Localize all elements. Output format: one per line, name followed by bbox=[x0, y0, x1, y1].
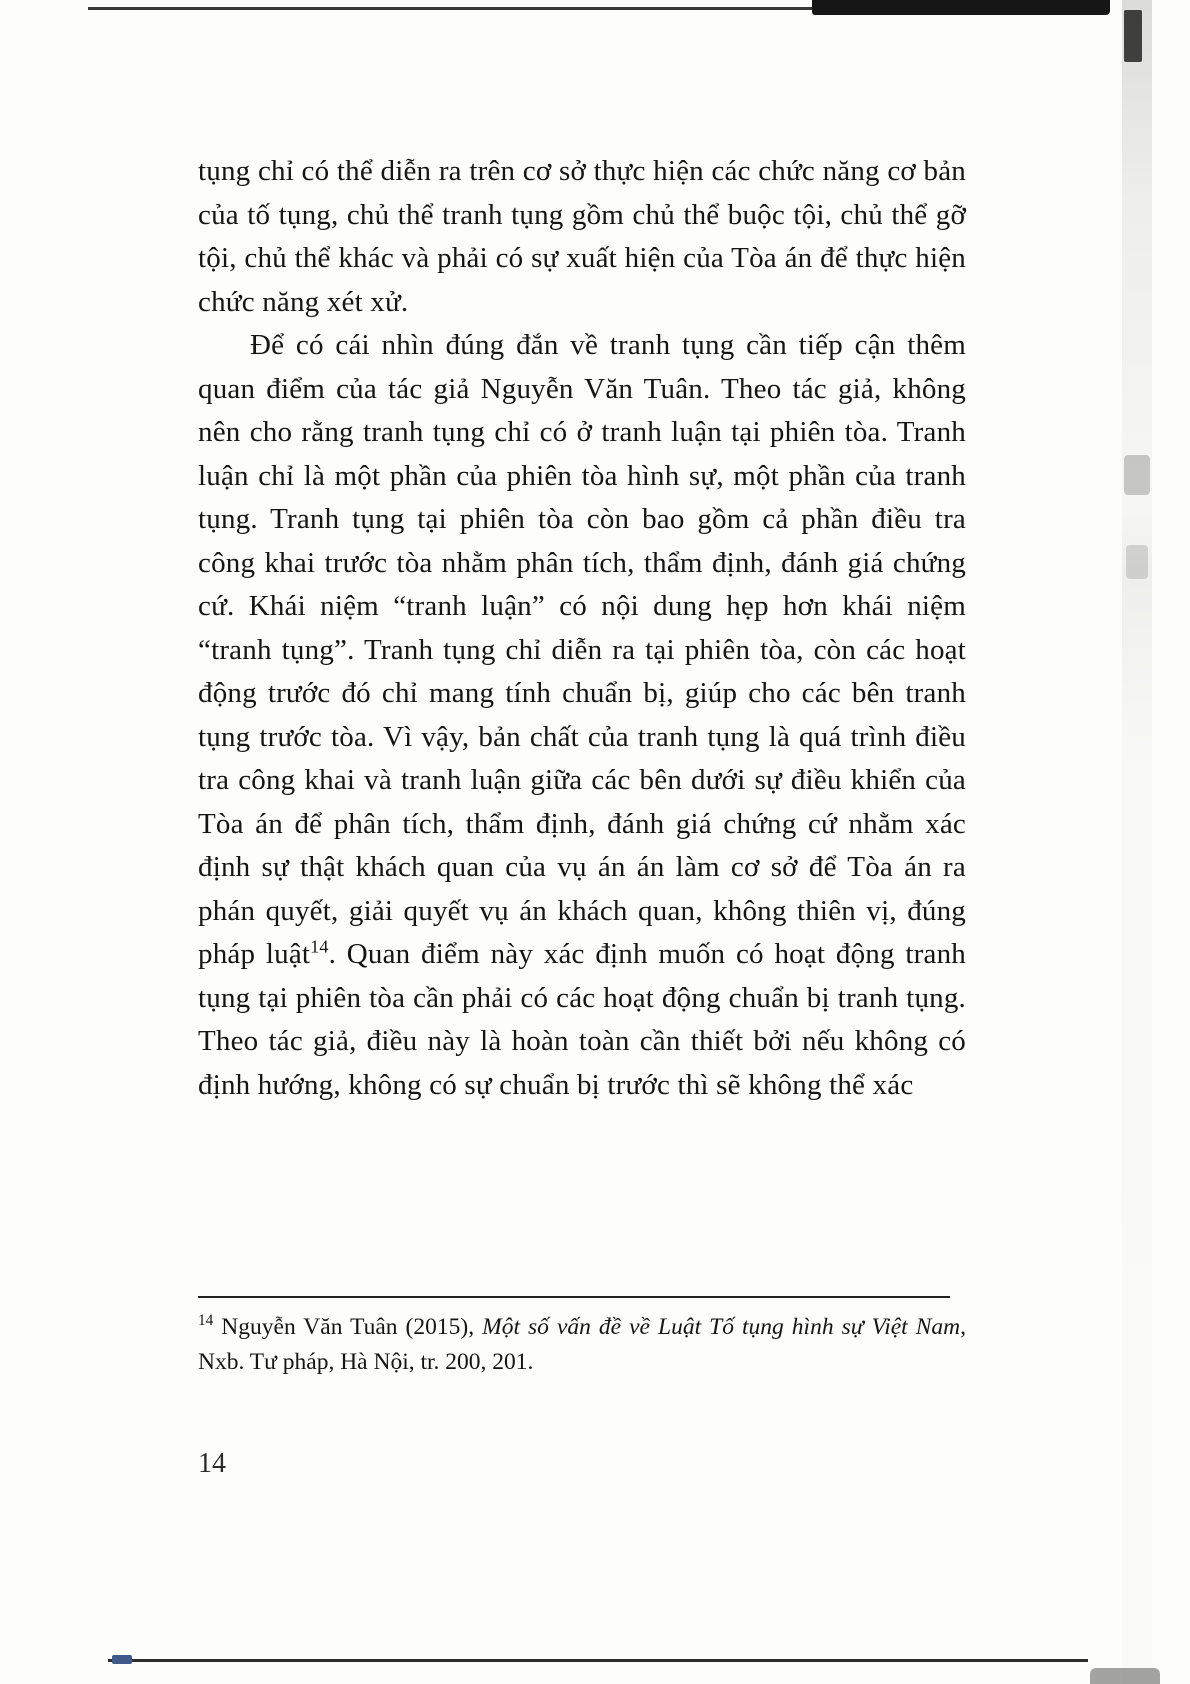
paragraph-main bbox=[198, 324, 966, 1107]
scan-artifact-bottom-right-blob bbox=[1090, 1668, 1160, 1684]
scan-artifact-bottom-left-mark bbox=[112, 1655, 132, 1664]
scan-artifact-right-shadow bbox=[1122, 0, 1152, 1684]
scan-artifact-smudge bbox=[1126, 545, 1148, 579]
paragraph-continuation bbox=[198, 150, 966, 324]
footnote-book-title: Một số vấn đề về Luật Tố tụng hình sự Việt Nam bbox=[482, 1314, 961, 1340]
scan-artifact-top-right-blob bbox=[812, 0, 1110, 15]
footnote-marker: 14 bbox=[198, 1312, 214, 1330]
scan-artifact-smudge bbox=[1124, 455, 1150, 495]
paragraph-text: tụng chỉ có thể diễn ra trên cơ sở thực hiện các chức năng cơ bản của tố tụng, chủ thể tranh tụng gồm chủ thể buộc tội, chủ thể gỡ tội, chủ thể khác và phải có sự xuất hiện của Tòa án để thực hiện chức năng xét xử. bbox=[198, 155, 966, 318]
page-number: 14 bbox=[198, 1448, 226, 1479]
body-text bbox=[198, 150, 966, 1107]
footnote-reference: 14 bbox=[310, 936, 329, 957]
footnote-divider bbox=[198, 1296, 950, 1298]
scan-artifact-bottom-line bbox=[108, 1659, 1088, 1662]
footnote-text: , Nxb. Tư pháp, Hà Nội, tr. 200, 201. bbox=[198, 1314, 966, 1375]
footnote bbox=[198, 1296, 966, 1380]
footnote-body bbox=[198, 1314, 966, 1375]
paragraph-text: Để có cái nhìn đúng đắn về tranh tụng cần tiếp cận thêm quan điểm của tác giả Nguyễn Văn Tuân. Theo tác giả, không nên cho rằng tranh tụng chỉ có ở tranh luận tại phiên tòa. Tranh luận chỉ là một phần của phiên tòa hình sự, một phần của tranh tụng. Tranh tụng tại phiên tòa còn bao gồm cả phần điều tra công khai trước tòa nhằm phân tích, thẩm định, đánh giá chứng cứ. Khái niệm “tranh luận” có nội dung hẹp hơn khái niệm “tranh tụng”. Tranh tụng chỉ diễn ra tại phiên tòa, còn các hoạt động trước đó chỉ mang tính chuẩn bị, giúp cho các bên tranh tụng trước tòa. Vì vậy, bản chất của tranh tụng là quá trình điều tra công khai và tranh luận giữa các bên dưới sự điều khiển của Tòa án để phân tích, thẩm định, đánh giá chứng cứ nhằm xác định sự thật khách quan của vụ án án làm cơ sở để Tòa án ra phán quyết, giải quyết vụ án khách quan, không thiên vị, đúng pháp luật bbox=[198, 329, 966, 970]
scan-artifact-top-line bbox=[88, 7, 818, 10]
paragraph-text: . Quan điểm này xác định muốn có hoạt động tranh tụng tại phiên tòa cần phải có các hoạt động chuẩn bị tranh tụng. Theo tác giả, điều này là hoàn toàn cần thiết bởi nếu không có định hướng, không có sự chuẩn bị trước thì sẽ không thể xác bbox=[198, 938, 966, 1101]
footnote-text: Nguyễn Văn Tuân (2015), bbox=[213, 1314, 483, 1340]
